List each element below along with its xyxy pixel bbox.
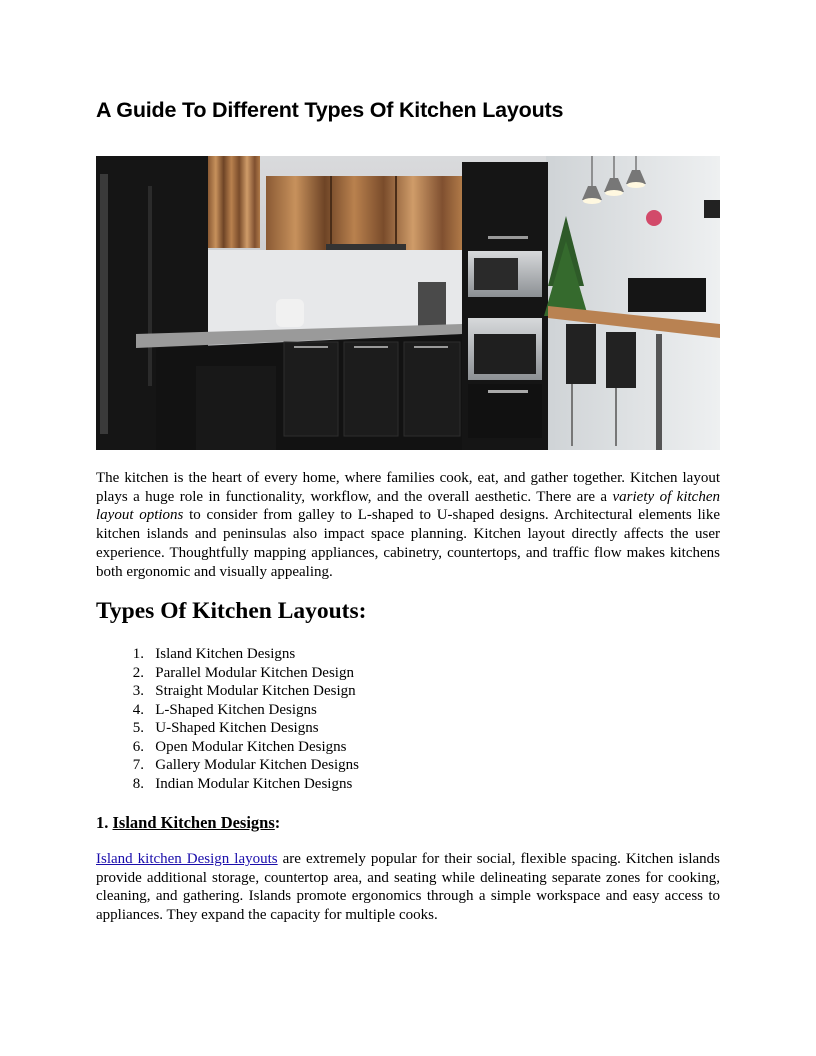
intro-emphasis: variety of kitchen layout options xyxy=(96,488,720,524)
list-number: 6. xyxy=(132,738,144,755)
list-label: Indian Modular Kitchen Designs xyxy=(155,775,353,792)
list-label: L-Shaped Kitchen Designs xyxy=(155,701,317,718)
list-number: 5. xyxy=(132,720,144,736)
list-number: 2. xyxy=(132,664,144,681)
island-layouts-link[interactable]: Island kitchen Design layouts xyxy=(96,851,278,867)
section1-text: are extremely popular for their social, flexible spacing. Kitchen islands provide additional storage, countertop area, and seating while delineating separate zones for cooking, cleaning, and gathering. Islands promote ergonomics through a simple workspace and easy access to appliances. They expand the capacity for multiple cooks. xyxy=(96,851,720,924)
types-heading: Types Of Kitchen Layouts: xyxy=(96,598,367,624)
intro-text-2: to consider from galley to L-shaped to U-shaped designs. Architectural elements like kitchen islands and peninsulas also impact space planning. Kitchen layout directly affects the user experience. Thoughtfully mapping appliances, cabinetry, countertops, and traffic flow makes kitchens both ergonomic and visually appealing. xyxy=(96,507,720,580)
list-number: 4. xyxy=(132,701,144,718)
section1-number: 1. xyxy=(96,813,113,832)
list-number: 7. xyxy=(132,757,144,773)
layout-list xyxy=(96,645,359,793)
intro-text-1: The kitchen is the heart of every home, where families cook, eat, and gather together. Kitchen layout plays a huge role in functionality, workflow, and the overall aesthetic. There are a xyxy=(96,470,720,505)
list-label: Parallel Modular Kitchen Design xyxy=(155,664,354,681)
section1-paragraph xyxy=(96,850,720,925)
list-label: U-Shaped Kitchen Designs xyxy=(155,720,319,736)
intro-paragraph xyxy=(96,469,720,581)
list-label: Straight Modular Kitchen Design xyxy=(155,683,356,699)
section1-heading xyxy=(96,813,280,833)
list-number: 8. xyxy=(132,775,144,792)
section1-suffix: : xyxy=(274,813,281,832)
list-item xyxy=(96,701,359,720)
list-item xyxy=(96,682,359,701)
kitchen-photo xyxy=(96,156,720,450)
list-item xyxy=(96,756,359,775)
list-item xyxy=(96,664,359,683)
list-number: 1. xyxy=(132,646,144,662)
list-label: Island Kitchen Designs xyxy=(155,646,296,662)
kitchen-illustration xyxy=(96,156,720,450)
list-item xyxy=(96,775,359,794)
list-number: 3. xyxy=(132,683,144,699)
list-item xyxy=(96,719,359,738)
list-label: Open Modular Kitchen Designs xyxy=(155,738,347,755)
page-title: A Guide To Different Types Of Kitchen Layouts xyxy=(96,98,564,122)
list-label: Gallery Modular Kitchen Designs xyxy=(155,757,359,773)
section1-title: Island Kitchen Designs xyxy=(112,813,275,832)
list-item xyxy=(96,645,359,664)
list-item xyxy=(96,738,359,757)
